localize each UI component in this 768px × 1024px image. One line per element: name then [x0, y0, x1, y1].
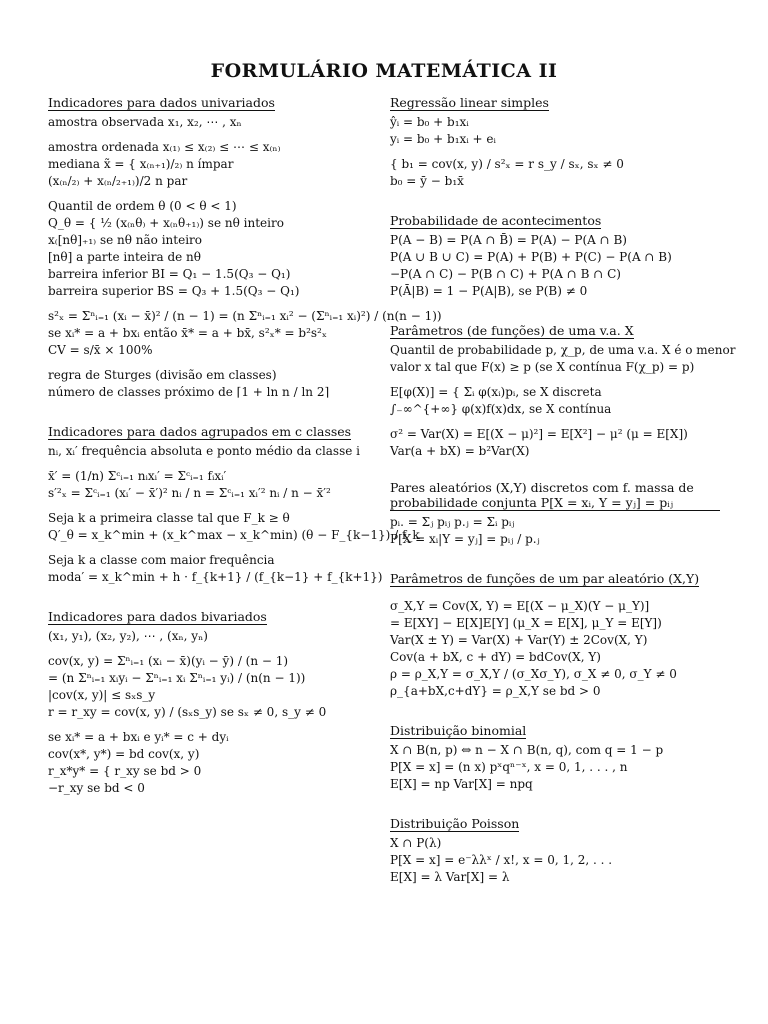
formula-section [390, 320, 736, 474]
formula-line: (x₍ₙ/₂₎ + x₍ₙ/₂₊₁₎)/2 n par [48, 174, 188, 188]
section-gap [390, 548, 720, 562]
formula-line: −r_xy se bd < 0 [48, 781, 145, 795]
formula-line: regra de Sturges (divisão em classes) [48, 368, 277, 382]
formula-line: E[X] = np Var[X] = npq [390, 777, 533, 791]
section-gap [390, 190, 720, 204]
formula-line: valor x tal que F(x) ≥ p (se X contínua F(χ_p) = p) [390, 360, 695, 374]
formula-line: [nθ] a parte inteira de nθ [48, 250, 201, 264]
formula-line: cov(x*, y*) = bd cov(x, y) [48, 747, 200, 761]
spacer [390, 590, 720, 598]
formula-section [390, 720, 720, 807]
formula-line: barreira superior BS = Q₃ + 1.5(Q₃ − Q₁) [48, 284, 300, 298]
spacer [48, 460, 368, 468]
formula-line: = (n Σⁿᵢ₌₁ xᵢyᵢ − Σⁿᵢ₌₁ xᵢ Σⁿᵢ₌₁ yᵢ) / (n(n − 1)) [48, 671, 306, 685]
formula-line: X ∩ P(λ) [390, 836, 442, 850]
formula-line: P[X = x] = e⁻λλˣ / x!, x = 0, 1, 2, . . . [390, 853, 613, 867]
section-heading: Regressão linear simples [390, 95, 549, 110]
formula-line: X ∩ B(n, p) ⇔ n − X ∩ B(n, q), com q = 1 − p [390, 743, 664, 757]
spacer [48, 721, 368, 729]
section-gap [48, 401, 368, 415]
formula-line: { b₁ = cov(x, y) / s²ₓ = r s_y / sₓ, sₓ ≠ 0 [390, 157, 624, 171]
formula-line: moda′ = x_k^min + h · f_{k+1} / (f_{k−1} + f_{k+1}) [48, 570, 383, 584]
formula-line: x₍[nθ]₊₁₎ se nθ não inteiro [48, 233, 202, 247]
formula-section [390, 480, 720, 562]
formula-section [48, 606, 368, 811]
formula-line: s²ₓ = Σⁿᵢ₌₁ (xᵢ − x̄)² / (n − 1) = (n Σⁿᵢ₌₁ xᵢ² − (Σⁿᵢ₌₁ xᵢ)²) / (n(n − 1)) [48, 309, 442, 323]
formula-line: cov(x, y) = Σⁿᵢ₌₁ (xᵢ − x̄)(yᵢ − ȳ) / (n − 1) [48, 654, 289, 668]
section-gap [390, 793, 720, 807]
spacer [48, 502, 368, 510]
formula-line: σ² = Var(X) = E[(X − μ)²] = E[X²] − μ² (μ = E[X]) [390, 427, 688, 441]
spacer [48, 131, 368, 139]
section-heading: Parâmetros (de funções) de uma v.a. X [390, 323, 634, 338]
section-heading: Indicadores para dados univariados [48, 95, 275, 110]
formula-line: ŷᵢ = b₀ + b₁xᵢ [390, 115, 469, 129]
formula-line: P(A ∪ B ∪ C) = P(A) + P(B) + P(C) − P(A ∩ B) [390, 250, 672, 264]
spacer [48, 190, 368, 198]
formula-line: amostra ordenada x₍₁₎ ≤ x₍₂₎ ≤ ⋯ ≤ x₍ₙ₎ [48, 140, 281, 154]
spacer [390, 376, 720, 384]
section-gap [390, 300, 720, 314]
section-gap [390, 460, 720, 474]
formula-line: se xᵢ* = a + bxᵢ então x̄* = a + bx̄, s²ₓ* = b²s²ₓ [48, 326, 327, 340]
formula-line: Q_θ = { ½ (x₍ₙθ₎ + x₍ₙθ₊₁₎) se nθ inteiro [48, 216, 284, 230]
formula-line: |cov(x, y)| ≤ sₓs_y [48, 688, 156, 702]
formula-line: = E[XY] − E[X]E[Y] (μ_X = E[X], μ_Y = E[Y]) [390, 616, 662, 630]
formula-line: −P(A ∩ C) − P(B ∩ C) + P(A ∩ B ∩ C) [390, 267, 621, 281]
formula-section [390, 92, 720, 204]
formula-line: Seja k a primeira classe tal que F_k ≥ θ [48, 511, 290, 525]
formula-line: Q′_θ = x_k^min + (x_k^max − x_k^min) (θ − F_{k−1}) / f_k [48, 528, 420, 542]
formula-line: r_x*y* = { r_xy se bd > 0 [48, 764, 202, 778]
formula-line: Quantil de ordem θ (0 < θ < 1) [48, 199, 237, 213]
formula-section [390, 813, 720, 900]
formula-line: P(Ā|B) = 1 − P(A|B), se P(B) ≠ 0 [390, 284, 588, 298]
formula-line: σ_X,Y = Cov(X, Y) = E[(X − μ_X)(Y − μ_Y)] [390, 599, 650, 613]
formula-line: x̄′ = (1/n) Σᶜᵢ₌₁ nᵢxᵢ′ = Σᶜᵢ₌₁ fᵢxᵢ′ [48, 469, 227, 483]
formula-line: ∫₋∞^{+∞} φ(x)f(x)dx, se X contínua [390, 402, 612, 416]
formula-line: nᵢ, xᵢ′ frequência absoluta e ponto médio da classe i [48, 444, 360, 458]
formula-line: número de classes próximo de ⌈1 + ln n / ln 2⌉ [48, 385, 330, 399]
section-gap [48, 586, 368, 600]
formula-line: r = r_xy = cov(x, y) / (sₓs_y) se sₓ ≠ 0, s_y ≠ 0 [48, 705, 327, 719]
formula-section [390, 210, 720, 314]
section-heading: Indicadores para dados agrupados em c classes [48, 424, 352, 439]
section-heading: Pares aleatórios (X,Y) discretos com f. massa de probabilidade conjunta P[X = xᵢ, Y = yⱼ] = pᵢⱼ [390, 480, 720, 511]
spacer [48, 359, 368, 367]
formula-line: ρ_{a+bX,c+dY} = ρ_X,Y se bd > 0 [390, 684, 601, 698]
formula-line: Seja k a classe com maior frequência [48, 553, 275, 567]
section-gap [390, 700, 720, 714]
formula-section [48, 421, 420, 600]
section-heading: Distribuição Poisson [390, 816, 520, 831]
section-heading: Distribuição binomial [390, 723, 527, 738]
formula-line: P[X = xᵢ|Y = yⱼ] = pᵢⱼ / p.ⱼ [390, 532, 540, 546]
formula-line: P(A − B) = P(A ∩ B̄) = P(A) − P(A ∩ B) [390, 233, 627, 247]
formula-line: CV = s/x̄ × 100% [48, 343, 153, 357]
section-heading: Probabilidade de acontecimentos [390, 213, 602, 228]
formula-section [390, 568, 720, 714]
right-column [390, 92, 736, 906]
formula-line: P[X = x] = (n x) pˣqⁿ⁻ˣ, x = 0, 1, . . . , n [390, 760, 628, 774]
spacer [390, 148, 720, 156]
formula-line: Quantil de probabilidade p, χ_p, de uma v.a. X é o menor [390, 343, 736, 357]
section-gap [48, 797, 368, 811]
section-heading: Indicadores para dados bivariados [48, 609, 267, 624]
section-gap [390, 886, 720, 900]
formula-line: mediana x̃ = { x₍ₙ₊₁)/₂₎ n ímpar [48, 157, 234, 171]
page-title: FORMULÁRIO MATEMÁTICA II [210, 60, 558, 82]
spacer [48, 645, 368, 653]
formula-line: yᵢ = b₀ + b₁xᵢ + eᵢ [390, 132, 496, 146]
formula-line: s′²ₓ = Σᶜᵢ₌₁ (xᵢ′ − x̄′)² nᵢ / n = Σᶜᵢ₌₁ xᵢ′² nᵢ / n − x̄′² [48, 486, 331, 500]
formula-line: (x₁, y₁), (x₂, y₂), ⋯ , (xₙ, yₙ) [48, 629, 208, 643]
formula-line: amostra observada x₁, x₂, ⋯ , xₙ [48, 115, 242, 129]
formula-line: E[X] = λ Var[X] = λ [390, 870, 510, 884]
section-heading: Parâmetros de funções de um par aleatório (X,Y) [390, 571, 700, 586]
formula-line: Var(a + bX) = b²Var(X) [390, 444, 530, 458]
formula-line: Var(X ± Y) = Var(X) + Var(Y) ± 2Cov(X, Y) [390, 633, 648, 647]
spacer [48, 544, 368, 552]
formula-line: ρ = ρ_X,Y = σ_X,Y / (σ_Xσ_Y), σ_X ≠ 0, σ_Y ≠ 0 [390, 667, 677, 681]
formula-line: b₀ = ȳ − b₁x̄ [390, 174, 464, 188]
formula-line: se xᵢ* = a + bxᵢ e yᵢ* = c + dyᵢ [48, 730, 229, 744]
spacer [390, 418, 720, 426]
formula-line: pᵢ. = Σⱼ pᵢⱼ p.ⱼ = Σᵢ pᵢⱼ [390, 515, 515, 529]
spacer [48, 300, 368, 308]
formula-line: Cov(a + bX, c + dY) = bdCov(X, Y) [390, 650, 601, 664]
formula-line: barreira inferior BI = Q₁ − 1.5(Q₃ − Q₁) [48, 267, 291, 281]
formula-line: E[φ(X)] = { Σᵢ φ(xᵢ)pᵢ, se X discreta [390, 385, 602, 399]
